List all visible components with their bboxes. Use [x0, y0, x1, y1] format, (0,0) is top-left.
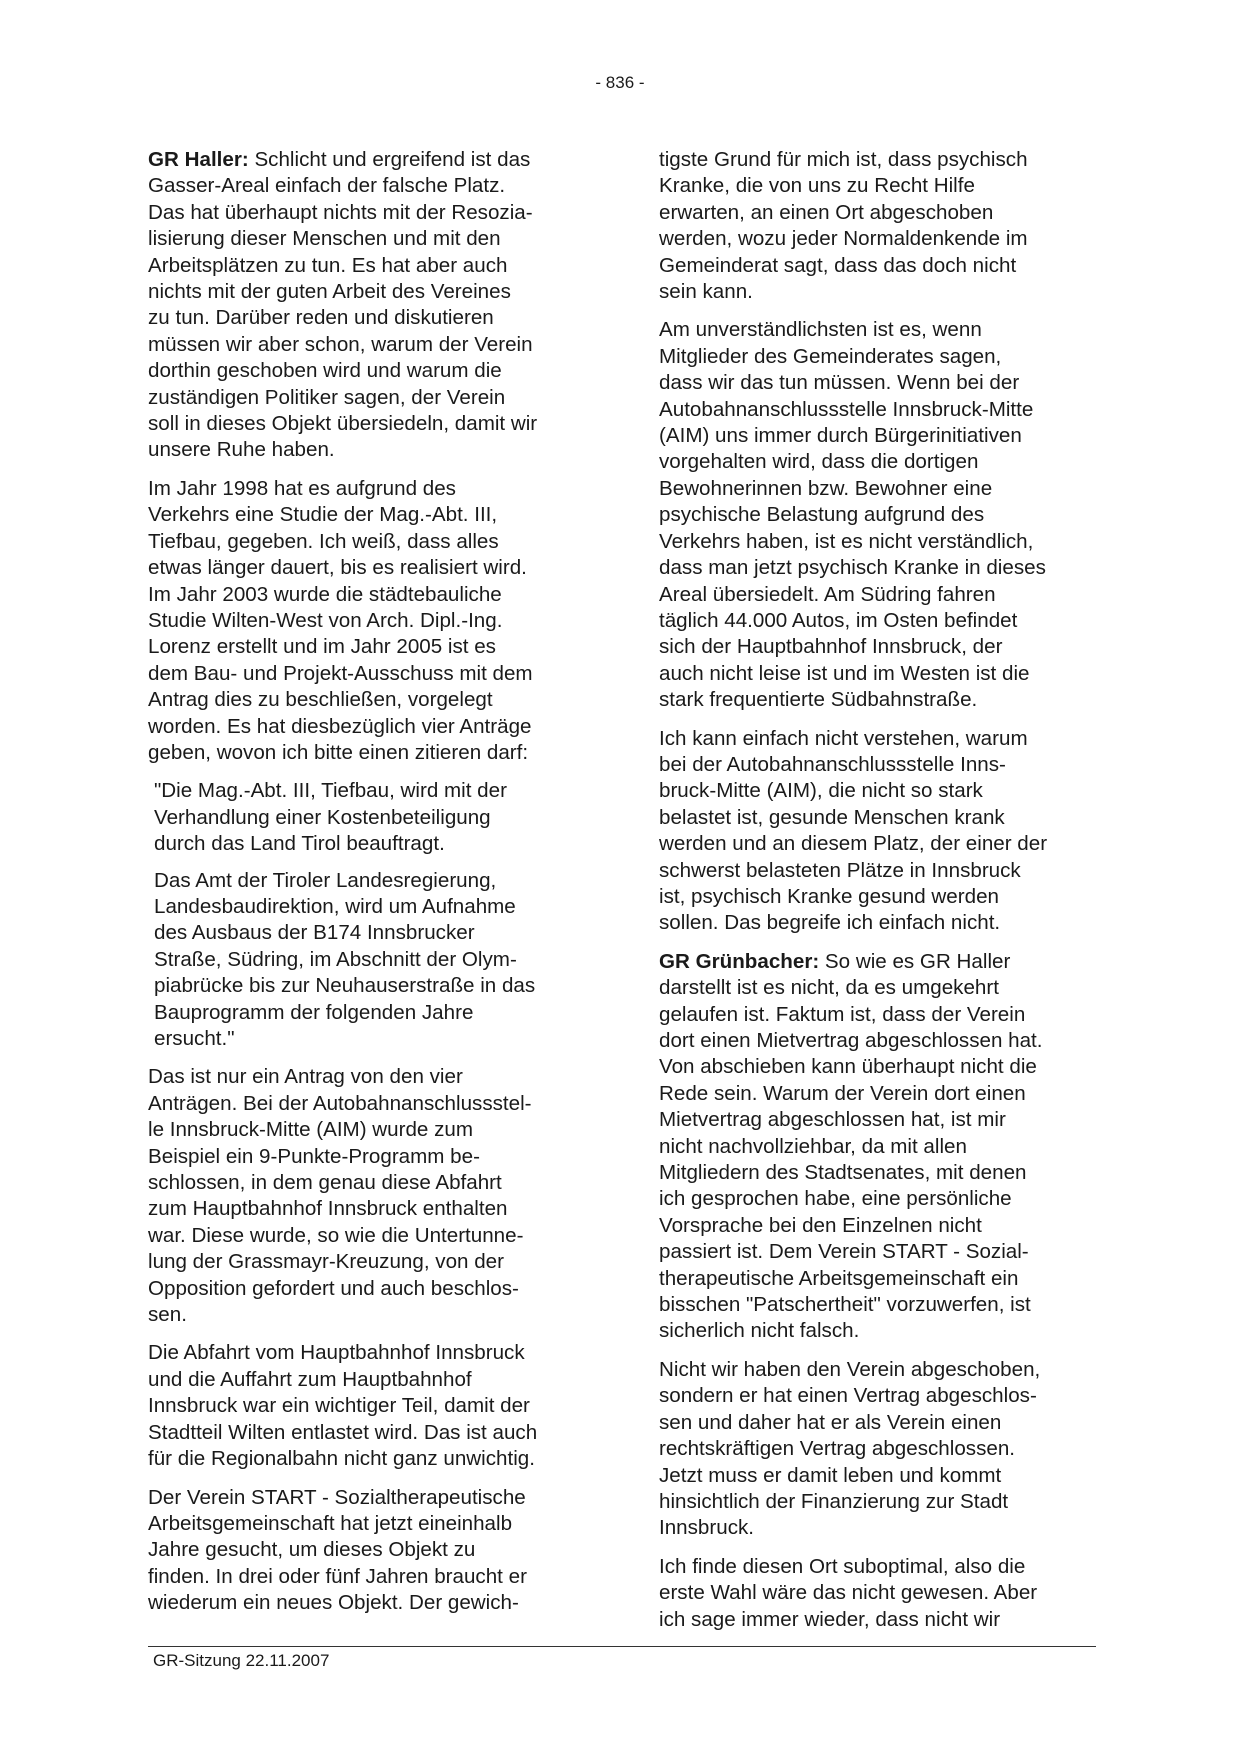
paragraph-text: So wie es GR Haller darstellt ist es nicht, da es umgekehrt gelaufen ist. Faktum ist, dass der Verein dort einen Mietvertrag abgeschlossen hat. Von abschieben kann überhaupt nicht die Rede sein. Warum der Verein dort einen Mietvertrag abgeschlossen hat, ist mir nicht nachvollziehbar, da mit allen Mitgliedern des Stadtsenates, mit denen ich gesprochen habe, eine persönliche Vorsprache bei den Einzelnen nicht passiert ist. Dem Verein START - Sozial- therapeutische Arbeitsgemeinschaft ein bisschen "Patschertheit" vorzuwerfen, ist sicherlich nicht falsch. [659, 949, 1043, 1343]
paragraph: Am unverständlichsten ist es, wenn Mitglieder des Gemeinderates sagen, dass wir das tun müssen. Wenn bei der Autobahnanschlussstelle Innsbruck-Mitte (AIM) uns immer durch Bürgerinitiativen vorgehalten wird, dass die dortigen Bewohnerinnen bzw. Bewohner eine psychische Belastung aufgrund des Verkehrs haben, ist es nicht verständlich, dass man jetzt psychisch Kranke in dieses Areal übersiedelt. Am Südring fahren täglich 44.000 Autos, im Osten befindet sich der Hauptbahnhof Innsbruck, der auch nicht leise ist und im Westen ist die stark frequentierte Südbahnstraße. [659, 318, 1046, 712]
paragraph-text: Schlicht und ergreifend ist das Gasser-Areal einfach der falsche Platz. Das hat überhaupt nichts mit der Resozia- lisierung dieser Menschen und mit den Arbeitsplätzen zu tun. Es hat aber auch nichts mit der guten Arbeit des Vereines zu tun. Darüber reden und diskutieren müssen wir aber schon, warum der Verein dorthin geschoben wird und warum die zuständigen Politiker sagen, der Verein soll in dieses Objekt übersiedeln, damit wir unsere Ruhe haben. [148, 148, 538, 462]
footer-divider [148, 1646, 1096, 1647]
speaker-name: GR Grünbacher: [659, 949, 820, 973]
paragraph: Nicht wir haben den Verein abgeschoben, sondern er hat einen Vertrag abgeschlos- sen und daher hat er als Verein einen rechtskräftigen Vertrag abgeschlossen. Jetzt muss er damit leben und kommt hinsichtlich der Finanzierung zur Stadt Innsbruck. [659, 1357, 1041, 1540]
quote-paragraph: Das Amt der Tiroler Landesregierung, Landesbaudirektion, wird um Aufnahme des Ausbaus der B174 Innsbrucker Straße, Südring, im Abschnitt der Olym- piabrücke bis zur Neuhauserstraße in das Bauprogramm der folgenden Jahre ersucht." [154, 868, 536, 1050]
speaker-name: GR Haller: [148, 148, 249, 171]
left-column [148, 147, 588, 1629]
quote-paragraph: "Die Mag.-Abt. III, Tiefbau, wird mit der Verhandlung einer Kostenbeteiligung durch das Land Tirol beauftragt. [154, 779, 507, 856]
paragraph-haller-intro [148, 147, 588, 464]
paragraph: Ich kann einfach nicht verstehen, warum bei der Autobahnanschlussstelle Inns- bruck-Mitte (AIM), die nicht so stark belastet ist, gesunde Menschen krank werden und an diesem Platz, der einer der schwerst belasteten Plätze in Innsbruck ist, psychisch Kranke gesund werden sollen. Das begreife ich einfach nicht. [659, 726, 1048, 935]
paragraph: tigste Grund für mich ist, dass psychisch Kranke, die von uns zu Recht Hilfe erwarten, an einen Ort abgeschoben werden, wozu jeder Normaldenkende im Gemeinderat sagt, dass das doch nicht sein kann. [659, 148, 1028, 304]
paragraph: Im Jahr 1998 hat es aufgrund des Verkehrs eine Studie der Mag.-Abt. III, Tiefbau, gegeben. Ich weiß, dass alles etwas länger dauert, bis es realisiert wird. Im Jahr 2003 wurde die städtebauliche Studie Wilten-West von Arch. Dipl.-Ing. Lorenz erstellt und im Jahr 2005 ist es dem Bau- und Projekt-Ausschuss mit dem Antrag dies zu beschließen, vorgelegt worden. Es hat diesbezüglich vier Anträge geben, wovon ich bitte einen zitieren darf: [148, 476, 533, 764]
paragraph: Die Abfahrt vom Hauptbahnhof Innsbruck und die Auffahrt zum Hauptbahnhof Innsbruck war ein wichtiger Teil, damit der Stadtteil Wilten entlastet wird. Das ist auch für die Regionalbahn nicht ganz unwichtig. [148, 1341, 538, 1471]
footer-session-date: GR-Sitzung 22.11.2007 [153, 1651, 330, 1670]
paragraph: Der Verein START - Sozialtherapeutische Arbeitsgemeinschaft hat jetzt eineinhalb Jahre gesucht, um dieses Objekt zu finden. In drei oder fünf Jahren braucht er wiederum ein neues Objekt. Der gewich- [148, 1485, 527, 1615]
page-number: - 836 - [595, 73, 645, 92]
paragraph-gruenbacher [659, 949, 1099, 1345]
paragraph: Ich finde diesen Ort suboptimal, also die erste Wahl wäre das nicht gewesen. Aber ich sage immer wieder, dass nicht wir [659, 1554, 1038, 1631]
right-column [659, 147, 1099, 1645]
paragraph: Das ist nur ein Antrag von den vier Anträgen. Bei der Autobahnanschlussstel- le Innsbruck-Mitte (AIM) wurde zum Beispiel ein 9-Punkte-Programm be- schlossen, in dem genau diese Abfahrt zum Hauptbahnhof Innsbruck enthalten war. Diese wurde, so wie die Untertunne- lung der Grassmayr-Kreuzung, von der Opposition gefordert und auch beschlos- sen. [148, 1065, 532, 1327]
